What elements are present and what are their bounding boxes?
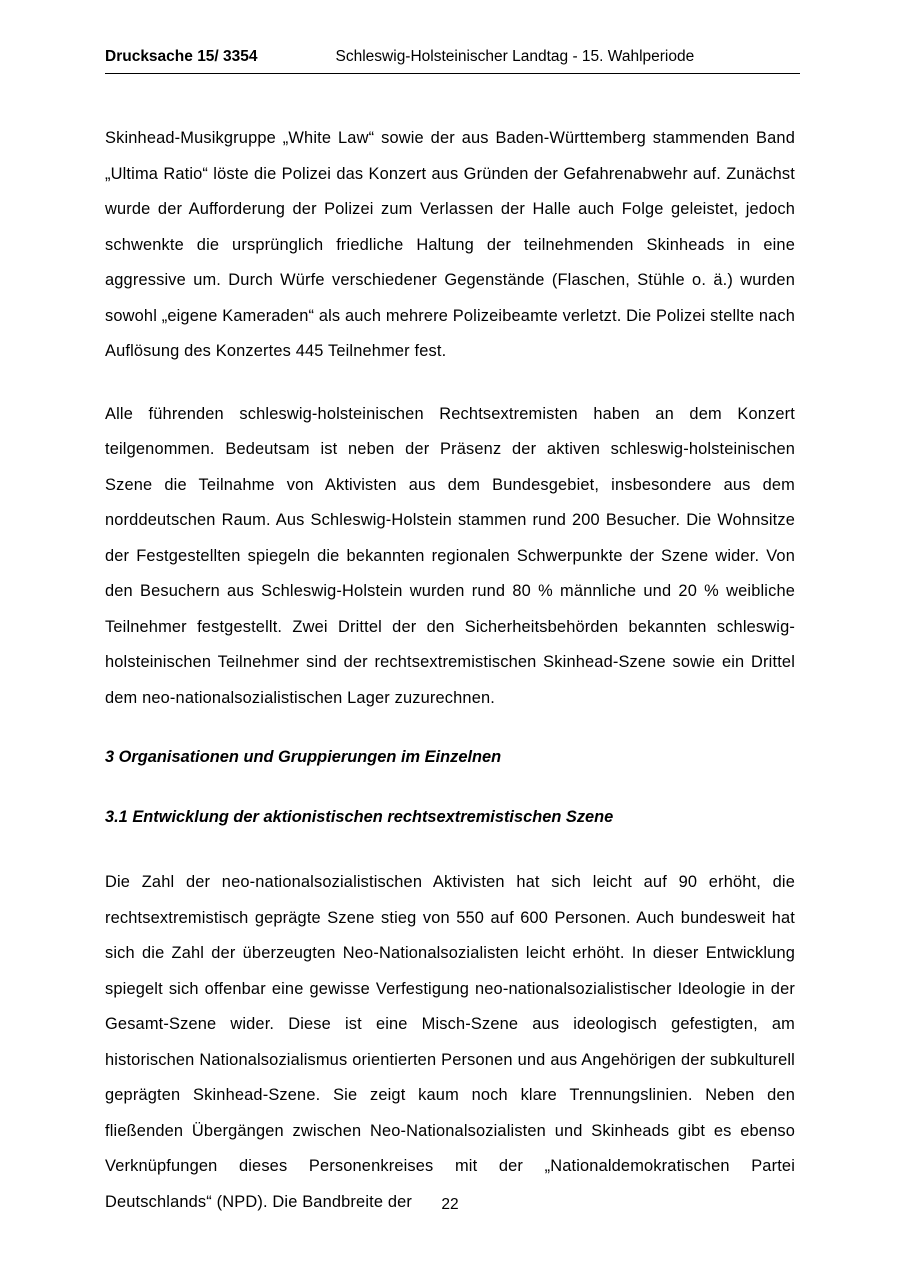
- section-heading-3-block: [105, 743, 795, 771]
- section-heading-3-1: 3.1 Entwicklung der aktionistischen rechtsextremistischen Szene: [105, 808, 614, 826]
- header-document-number: Drucksache 15/ 3354: [105, 48, 258, 65]
- paragraph-1: Skinhead-Musikgruppe „White Law“ sowie der aus Baden-Württemberg stammenden Band „Ultima Ratio“ löste die Polizei das Konzert aus Gründen der Gefahrenabwehr auf. Zunächst wurde der Aufforderung der Polizei zum Verlassen der Halle auch Folge geleistet, jedoch schwenkte die ursprünglich friedliche Haltung der teilnehmenden Skinheads in eine aggressive um. Durch Würfe verschiedener Gegenstände (Flaschen, Stühle o. ä.) wurden sowohl „eigene Kameraden“ als auch mehrere Polizeibeamte verletzt. Die Polizei stellte nach Auflösung des Konzertes 445 Teilnehmer fest.: [105, 129, 796, 360]
- page-header: [105, 48, 800, 74]
- document-body: [105, 121, 795, 1220]
- header-document-title: Schleswig-Holsteinischer Landtag - 15. Wahlperiode: [335, 48, 695, 65]
- section-heading-3: 3 Organisationen und Gruppierungen im Einzelnen: [105, 748, 502, 766]
- page-number: 22: [441, 1196, 459, 1213]
- paragraph-3: Die Zahl der neo-nationalsozialistischen Aktivisten hat sich leicht auf 90 erhöht, die rechtsextremistisch geprägte Szene stieg von 550 auf 600 Personen. Auch bundesweit hat sich die Zahl der überzeugten Neo-Nationalsozialisten leicht erhöht. In dieser Entwicklung spiegelt sich offenbar eine gewisse Verfestigung neo-nationalsozialistischer Ideologie in der Gesamt-Szene wider. Diese ist eine Misch-Szene aus ideologisch gefestigten, am historischen Nationalsozialismus orientierten Personen und aus Angehörigen der subkulturell geprägten Skinhead-Szene. Sie zeigt kaum noch klare Trennungslinien. Neben den fließenden Übergängen zwischen Neo-Nationalsozialisten und Skinheads gibt es ebenso Verknüpfungen dieses Personenkreises mit der „Nationaldemokratischen Partei Deutschlands“ (NPD). Die Bandbreite der: [105, 873, 795, 1211]
- section-heading-3-1-block: [105, 803, 795, 831]
- paragraph-2: Alle führenden schleswig-holsteinischen Rechtsextremisten haben an dem Konzert teilgenommen. Bedeutsam ist neben der Präsenz der aktiven schleswig-holsteinischen Szene die Teilnahme von Aktivisten aus dem Bundesgebiet, insbesondere aus dem norddeutschen Raum. Aus Schleswig-Holstein stammen rund 200 Besucher. Die Wohnsitze der Festgestellten spiegeln die bekannten regionalen Schwerpunkte der Szene wider. Von den Besuchern aus Schleswig-Holstein wurden rund 80 % männliche und 20 % weibliche Teilnehmer festgestellt. Zwei Drittel der den Sicherheitsbehörden bekannten schleswig-holsteinischen Teilnehmer sind der rechtsextremistischen Skinhead-Szene sowie ein Drittel dem neo-nationalsozialistischen Lager zuzurechnen.: [105, 404, 795, 707]
